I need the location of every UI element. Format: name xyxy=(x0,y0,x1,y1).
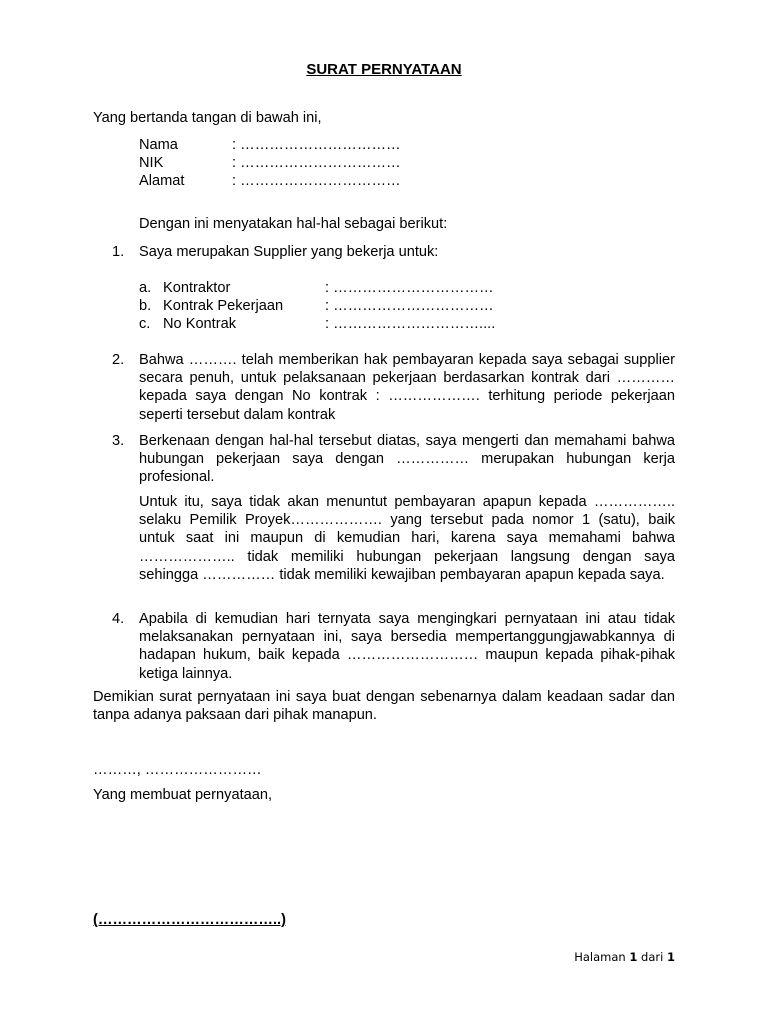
item-number: 3. xyxy=(112,433,125,449)
identity-field-address xyxy=(139,172,401,190)
signature-line: (………………………………..) xyxy=(93,912,286,928)
subitem-label: Kontraktor xyxy=(163,280,231,296)
identity-value: : …………………………… xyxy=(232,173,401,189)
identity-label: NIK xyxy=(139,155,164,171)
item-text: Apabila di kemudian hari ternyata saya mengingkari pernyataan ini atau tidak melaksanakan pernyataan ini, saya bersedia mempertanggungjawabkannya di hadapan hukum, baik kepada ……………………… maupun kepada pihak-pihak ketiga lainnya. xyxy=(139,611,675,682)
signatory-label: Yang membuat pernyataan, xyxy=(93,787,273,803)
identity-field-name xyxy=(139,136,401,154)
document-title: SURAT PERNYATAAN xyxy=(306,61,462,78)
closing-paragraph: Demikian surat pernyataan ini saya buat dengan sebenarnya dalam keadaan sadar dan tanpa adanya paksaan dari pihak manapun. xyxy=(93,689,675,724)
item-text: Saya merupakan Supplier yang bekerja untuk: xyxy=(139,244,439,260)
item-number: 4. xyxy=(112,611,125,627)
identity-value: : …………………………… xyxy=(232,137,401,153)
subitem-contract xyxy=(139,297,494,315)
subitem-value: : ………………………….... xyxy=(325,316,496,332)
place-date: ………, …………………… xyxy=(93,762,262,778)
footer-total: 1 xyxy=(666,950,675,964)
identity-value: : …………………………… xyxy=(232,155,401,171)
identity-field-nik xyxy=(139,154,401,172)
identity-label: Alamat xyxy=(139,173,185,189)
subitem-contract-number xyxy=(139,315,495,333)
item-text: Bahwa ………. telah memberikan hak pembayaran kepada saya sebagai supplier secara penuh, untuk pelaksanaan pekerjaan berdasarkan kontrak dari ………… kepada saya dengan No kontrak : ………………. terhitung periode pekerjaan seperti tersebut dalam kontrak xyxy=(139,352,675,423)
item-text-continued: Untuk itu, saya tidak akan menuntut pembayaran apapun kepada …………….. selaku Pemilik Proyek………………. yang tersebut pada nomor 1 (satu), baik untuk saat ini maupun di kemudian hari, karena saya memahami bahwa ……………….. tidak memiliki hubungan pekerjaan langsung dengan saya sehingga …………… tidak memiliki kewajiban pembayaran apapun kepada saya. xyxy=(139,494,675,583)
subitem-label: No Kontrak xyxy=(163,316,237,332)
subitem-label: Kontrak Pekerjaan xyxy=(163,298,284,314)
item-number: 2. xyxy=(112,352,125,368)
footer-page: 1 xyxy=(629,950,638,964)
subitem-letter: b. xyxy=(139,298,152,314)
item-text: Berkenaan dengan hal-hal tersebut diatas, saya mengerti dan memahami bahwa hubungan pekerjaan saya dengan …………… merupakan hubungan kerja profesional. xyxy=(139,433,675,486)
footer-middle: dari xyxy=(637,950,667,964)
identity-label: Nama xyxy=(139,137,178,153)
page-footer xyxy=(574,948,675,966)
intro-text: Yang bertanda tangan di bawah ini, xyxy=(93,110,322,126)
subitem-contractor xyxy=(139,279,494,297)
statement-intro: Dengan ini menyatakan hal-hal sebagai berikut: xyxy=(139,216,448,232)
item-number: 1. xyxy=(112,244,125,260)
subitem-value: : …………………………… xyxy=(325,280,494,296)
subitem-value: : …………………………… xyxy=(325,298,494,314)
subitem-letter: c. xyxy=(139,316,151,332)
footer-prefix: Halaman xyxy=(574,950,630,964)
subitem-letter: a. xyxy=(139,280,152,296)
